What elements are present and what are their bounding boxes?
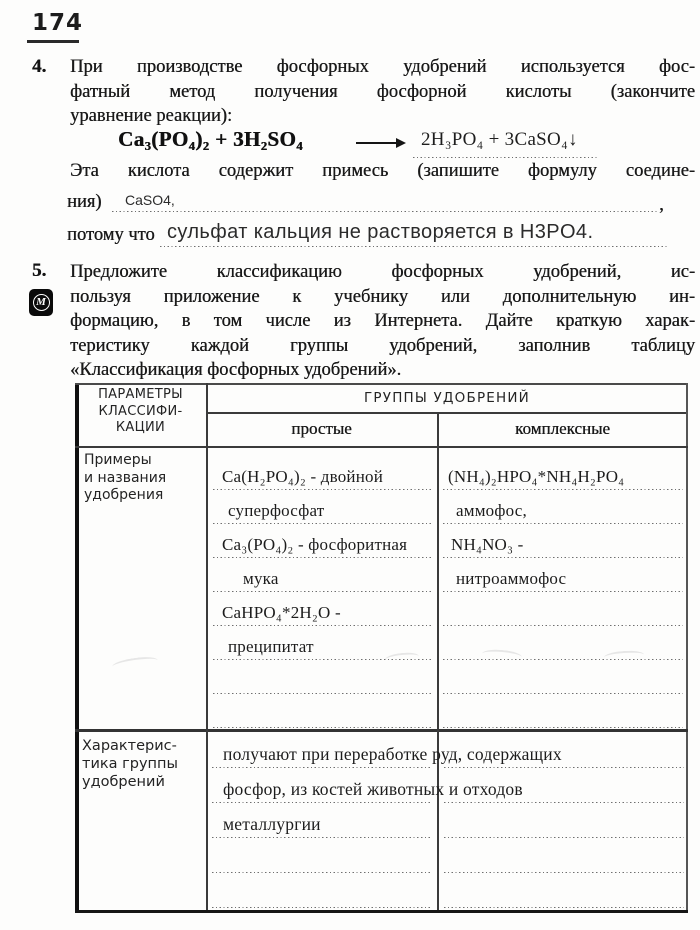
module-marker-ring — [33, 294, 50, 311]
table-header-subdivider — [206, 412, 686, 414]
answer-line — [444, 907, 684, 908]
scan-smudge — [111, 655, 158, 672]
table-border-top — [75, 383, 688, 385]
task4-line: фатный метод получения фосфорной кислоты (закончите — [70, 81, 695, 102]
page-number: 174 — [32, 10, 84, 36]
equation-answer-field — [413, 157, 598, 158]
task4-number: 4. — [32, 56, 47, 77]
answer-line — [213, 727, 432, 728]
task4-line: При производстве фосфорных удобрений используется фос- — [70, 57, 695, 77]
page-number-underline — [27, 40, 79, 43]
row-examples-label: Примеры и названия удобрения — [84, 452, 167, 503]
simple-entry: CaHPO₄*2H₂O - — [222, 603, 341, 622]
module-marker-badge — [29, 289, 53, 316]
impurity-sentence: Эта кислота содержит примесь (запишите формулу соедине- — [70, 161, 695, 181]
character-entry: фосфор, из костей животных и отходов — [223, 779, 523, 799]
complex-entry: аммофос, — [456, 501, 527, 520]
table-header-simple: простые — [291, 419, 352, 438]
equation-answer-handwritten: 2H₃PO₄ + 3CaSO₄↓ — [421, 129, 578, 150]
reason-answer-handwritten: сульфат кальция не растворяется в H3PO4. — [167, 221, 594, 243]
answer-line — [443, 727, 683, 728]
impurity-answer-handwritten: CaSO4, — [125, 192, 175, 208]
reason-prefix: потому что — [67, 225, 155, 245]
task4-text — [70, 55, 695, 129]
cell-simple-entries — [207, 448, 437, 728]
simple-entry: мука — [243, 569, 279, 588]
reason-answer-field — [160, 246, 667, 247]
impurity-line-comma: , — [659, 194, 664, 215]
character-entry: получают при переработке руд, содержащих — [223, 744, 562, 764]
table-header-complex: комплексные — [515, 419, 610, 438]
complex-entry: нитроаммофос — [456, 569, 567, 588]
task5-line: Предложите классификацию фосфорных удобрений, ис- — [70, 262, 695, 282]
table-header-groups: ГРУППЫ УДОБРЕНИЙ — [364, 390, 530, 406]
simple-entry: преципитат — [228, 637, 314, 656]
task5-line: «Классификация фосфорных удобрений». — [70, 360, 402, 380]
row-character-label: Характерис- тика группы удобрений — [82, 738, 178, 790]
table-border-bottom — [75, 910, 688, 913]
task5-number: 5. — [32, 260, 47, 281]
cell-complex-entries — [438, 448, 687, 728]
answer-line — [212, 907, 431, 908]
simple-entry: Ca₃(PO₄)₂ - фосфоритная — [222, 535, 408, 554]
table-header-parameters: ПАРАМЕТРЫ КЛАССИФИ- КАЦИИ — [98, 387, 183, 435]
complex-entry: (NH₄)₂HPO₄*NH₄H₂PO₄ — [448, 467, 625, 486]
cell-character-entries — [206, 731, 688, 908]
complex-entry: NH₄NO₃ - — [451, 535, 524, 554]
impurity-prefix: ния) — [67, 192, 102, 212]
task4-line: уравнение реакции): — [70, 106, 233, 126]
simple-entry: суперфосфат — [228, 501, 325, 520]
character-entry: металлургии — [223, 814, 321, 834]
reaction-arrow-icon — [356, 142, 404, 144]
task5-line: пользуя приложение к учебнику или дополнительную ин- — [70, 286, 695, 307]
task5-text — [70, 260, 695, 383]
task5-line: теристику каждой группы удобрений, заполнив таблицу — [70, 335, 695, 356]
impurity-answer-field — [112, 211, 657, 212]
simple-entry: Ca(H₂PO₄)₂ - двойной — [222, 467, 384, 486]
table-border-left — [75, 383, 79, 913]
task5-line: формацию, в том числе из Интернета. Дайте краткую харак- — [70, 311, 695, 331]
module-marker-letter: М — [36, 296, 46, 308]
equation-left-side: Ca₃(PO₄)₂ + 3H₂SO₄ — [118, 127, 303, 151]
